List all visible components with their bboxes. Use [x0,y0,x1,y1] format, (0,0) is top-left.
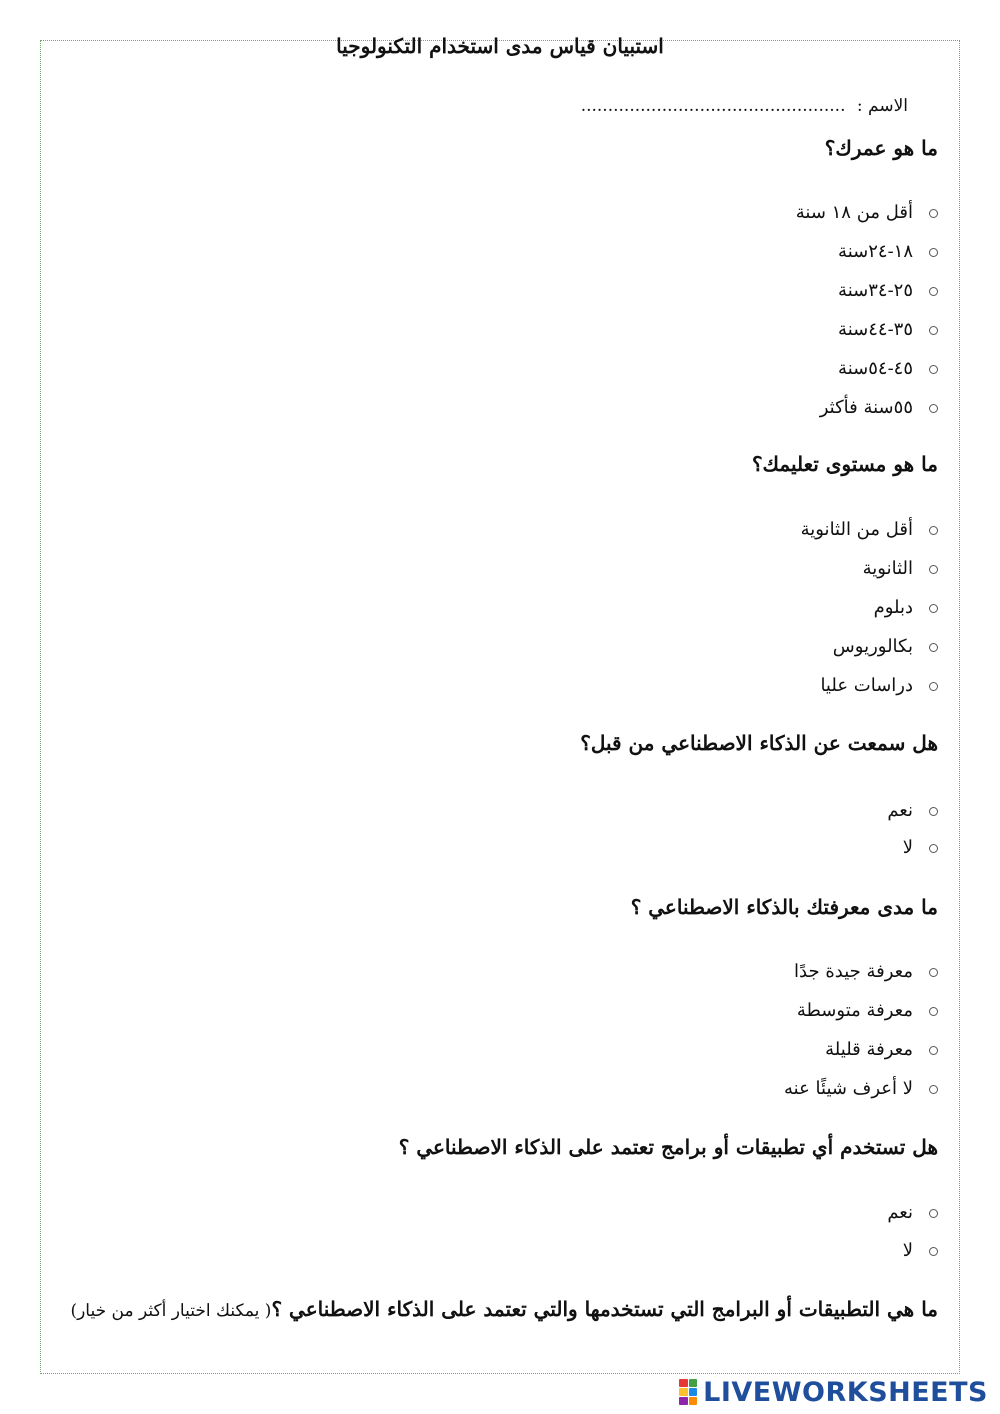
multiple-choice-note: ( يمكنك اختيار أكثر من خيار) [70,1301,272,1321]
option-knowledge-little[interactable]: معرفة قليلة [825,1036,938,1064]
logo-tile [679,1388,688,1396]
page-border [40,40,960,1374]
radio-circle-icon[interactable] [929,526,938,535]
name-label: الاسم : [856,96,908,116]
option-age-under-18[interactable]: أقل من ١٨ سنة [796,199,938,227]
option-age-55-plus[interactable]: ٥٥سنة فأكثر [820,394,938,422]
option-heard-no[interactable]: لا [903,834,938,862]
page-title: استبيان قياس مدى استخدام التكنولوجيا [336,34,664,58]
question-ai-apps-used-text: ما هي التطبيقات أو البرامج التي تستخدمها والتي تعتمد على الذكاء الاصطناعي ؟ [271,1297,938,1321]
radio-circle-icon[interactable] [929,565,938,574]
radio-circle-icon[interactable] [929,643,938,652]
logo-tile [689,1388,698,1396]
option-edu-below-secondary[interactable]: أقل من الثانوية [801,516,938,544]
radio-circle-icon[interactable] [929,404,938,413]
option-knowledge-medium[interactable]: معرفة متوسطة [797,997,938,1025]
question-age: ما هو عمرك؟ [824,136,938,160]
logo-tile [679,1379,688,1387]
name-field[interactable] [581,96,908,116]
liveworksheets-logo [679,1374,988,1410]
radio-circle-icon[interactable] [929,968,938,977]
radio-circle-icon[interactable] [929,1247,938,1256]
name-blank-line[interactable]: ................................................. [580,96,846,116]
option-age-45-54[interactable]: ٤٥-٥٤سنة [838,355,938,383]
radio-circle-icon[interactable] [929,365,938,374]
question-heard-of-ai: هل سمعت عن الذكاء الاصطناعي من قبل؟ [580,731,938,755]
radio-circle-icon[interactable] [929,604,938,613]
radio-circle-icon[interactable] [929,326,938,335]
option-edu-diploma[interactable]: دبلوم [874,594,938,622]
option-age-25-34[interactable]: ٢٥-٣٤سنة [838,277,938,305]
radio-circle-icon[interactable] [929,248,938,257]
option-age-18-24[interactable]: ١٨-٢٤سنة [838,238,938,266]
logo-tile [689,1379,698,1387]
radio-circle-icon[interactable] [929,209,938,218]
option-use-no[interactable]: لا [903,1237,938,1265]
liveworksheets-logo-icon [679,1379,697,1405]
question-ai-knowledge: ما مدى معرفتك بالذكاء الاصطناعي ؟ [630,895,938,919]
option-age-35-44[interactable]: ٣٥-٤٤سنة [838,316,938,344]
question-education: ما هو مستوى تعليمك؟ [751,452,938,476]
question-use-ai-apps: هل تستخدم أي تطبيقات أو برامج تعتمد على الذكاء الاصطناعي ؟ [398,1135,938,1159]
logo-tile [679,1397,688,1405]
option-knowledge-very-good[interactable]: معرفة جيدة جدًا [794,958,938,986]
radio-circle-icon[interactable] [929,1085,938,1094]
radio-circle-icon[interactable] [929,287,938,296]
radio-circle-icon[interactable] [929,1209,938,1218]
option-use-yes[interactable]: نعم [887,1199,938,1227]
logo-text: LIVEWORKSHEETS [703,1376,988,1408]
question-ai-apps-used [70,1297,938,1321]
radio-circle-icon[interactable] [929,682,938,691]
radio-circle-icon[interactable] [929,1046,938,1055]
radio-circle-icon[interactable] [929,844,938,853]
option-knowledge-none[interactable]: لا أعرف شيئًا عنه [784,1075,938,1103]
option-edu-secondary[interactable]: الثانوية [863,555,938,583]
radio-circle-icon[interactable] [929,1007,938,1016]
option-edu-postgraduate[interactable]: دراسات عليا [820,672,938,700]
option-edu-bachelor[interactable]: بكالوريوس [833,633,938,661]
radio-circle-icon[interactable] [929,807,938,816]
option-heard-yes[interactable]: نعم [887,797,938,825]
logo-tile [689,1397,698,1405]
